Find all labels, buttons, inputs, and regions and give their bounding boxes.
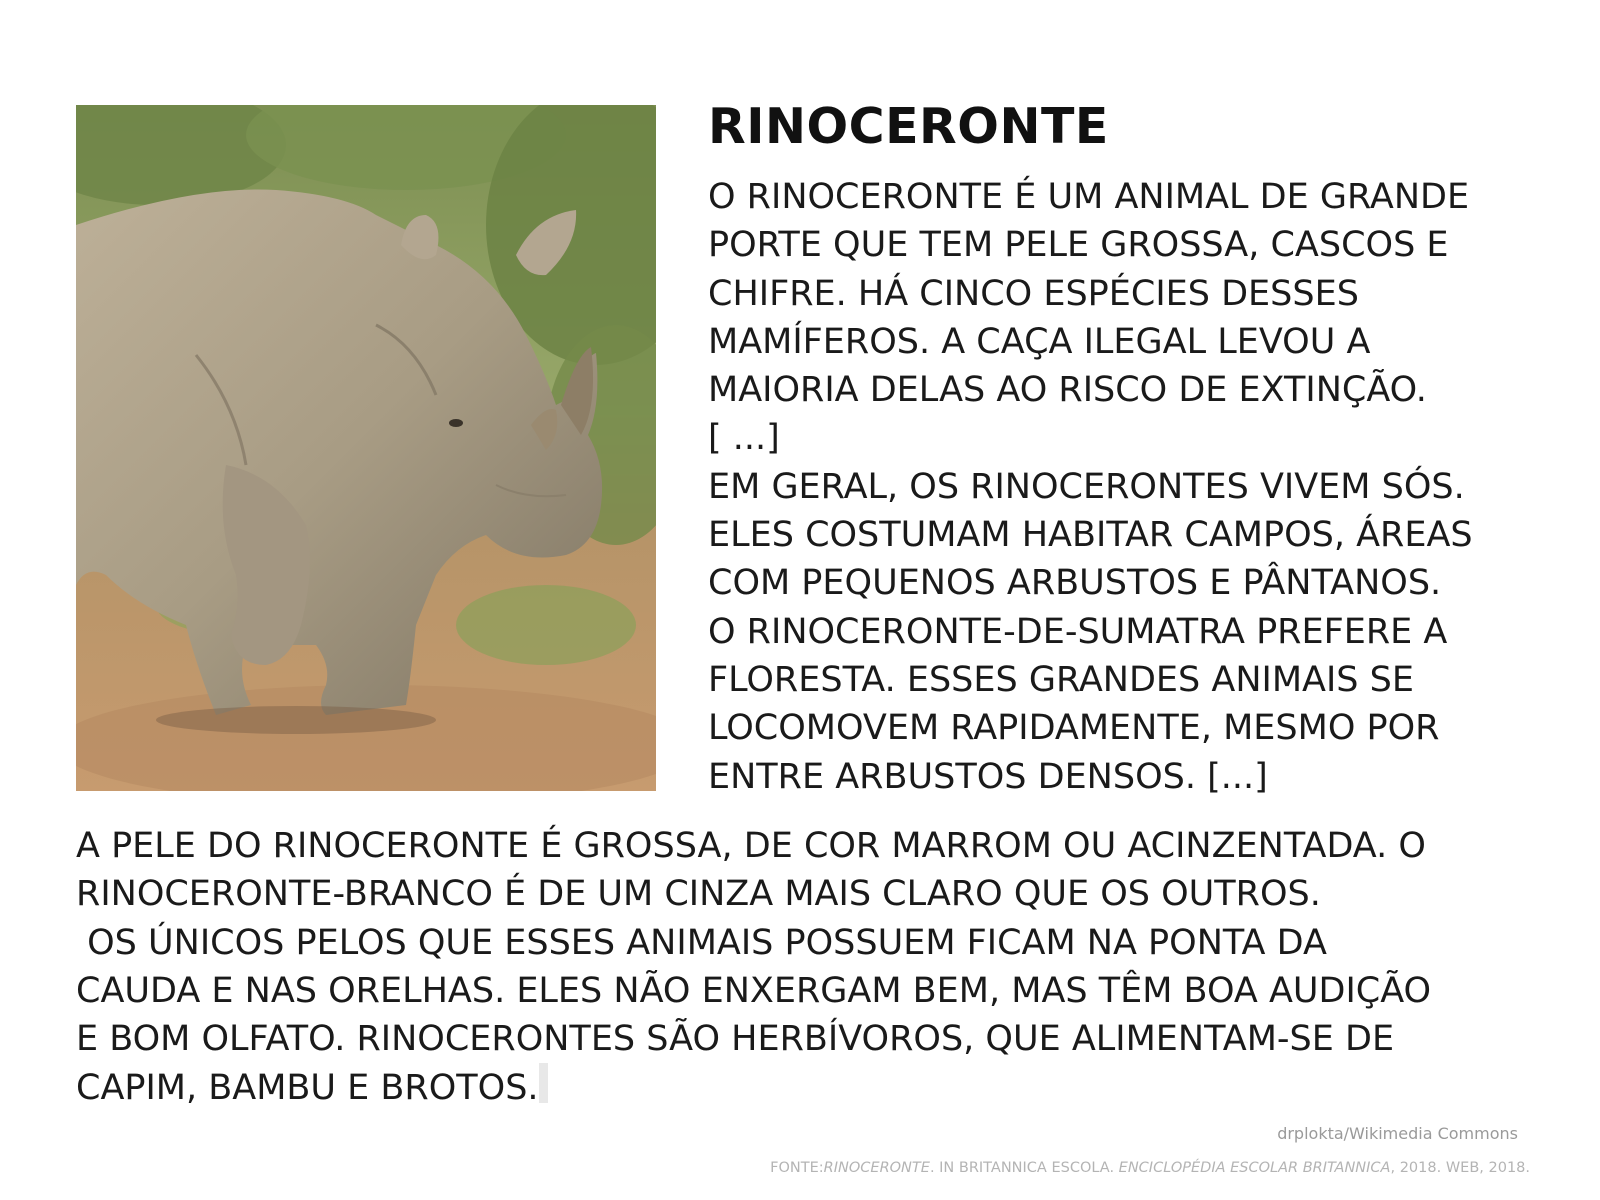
text-line: CHIFRE. HÁ CINCO ESPÉCIES DESSES <box>708 273 1359 314</box>
text-line-last <box>76 1063 1576 1112</box>
source-title: RINOCERONTE <box>823 1160 930 1176</box>
source-citation <box>770 1160 1530 1176</box>
text-line: A PELE DO RINOCERONTE É GROSSA, DE COR MARROM OU ACINZENTADA. O <box>76 826 1426 866</box>
text-line: COM PEQUENOS ARBUSTOS E PÂNTANOS. <box>708 563 1442 604</box>
text-line: MAIORIA DELAS AO RISCO DE EXTINÇÃO. <box>708 370 1427 411</box>
photo-credit: drplokta/Wikimedia Commons <box>1277 1124 1518 1143</box>
text-line: O RINOCERONTE É UM ANIMAL DE GRANDE <box>708 177 1470 217</box>
text-line: PORTE QUE TEM PELE GROSSA, CASCOS E <box>708 225 1449 266</box>
source-middle: . IN BRITANNICA ESCOLA. <box>929 1160 1119 1176</box>
text-line: ENTRE ARBUSTOS DENSOS. [...] <box>708 756 1268 797</box>
text-line: E BOM OLFATO. RINOCERONTES SÃO HERBÍVOROS, QUE ALIMENTAM-SE DE <box>76 1019 1395 1060</box>
text-line: OS ÚNICOS PELOS QUE ESSES ANIMAIS POSSUEM FICAM NA PONTA DA <box>76 922 1327 963</box>
text-line: RINOCERONTE-BRANCO É DE UM CINZA MAIS CLARO QUE OS OUTROS. <box>76 874 1321 915</box>
text-line: ELES COSTUMAM HABITAR CAMPOS, ÁREAS <box>708 515 1473 556</box>
page-title: RINOCERONTE <box>708 98 1109 155</box>
text-line: EM GERAL, OS RINOCERONTES VIVEM SÓS. <box>708 466 1465 507</box>
text-line: [ ...] <box>708 418 780 459</box>
text-line-content: CAPIM, BAMBU E BROTOS. <box>76 1068 539 1109</box>
text-line: FLORESTA. ESSES GRANDES ANIMAIS SE <box>708 659 1414 700</box>
source-suffix: , 2018. WEB, 2018. <box>1390 1160 1530 1176</box>
text-cursor <box>539 1063 548 1103</box>
intro-paragraph <box>708 173 1558 801</box>
description-paragraph <box>76 822 1576 1113</box>
rhino-photo <box>76 105 656 791</box>
text-line: MAMÍFEROS. A CAÇA ILEGAL LEVOU A <box>708 321 1371 362</box>
text-line: O RINOCERONTE-DE-SUMATRA PREFERE A <box>708 611 1448 652</box>
source-work: ENCICLOPÉDIA ESCOLAR BRITANNICA <box>1118 1160 1391 1176</box>
text-line: CAUDA E NAS ORELHAS. ELES NÃO ENXERGAM BEM, MAS TÊM BOA AUDIÇÃO <box>76 970 1432 1011</box>
text-line: LOCOMOVEM RAPIDAMENTE, MESMO POR <box>708 708 1440 749</box>
source-prefix: FONTE: <box>770 1160 824 1176</box>
